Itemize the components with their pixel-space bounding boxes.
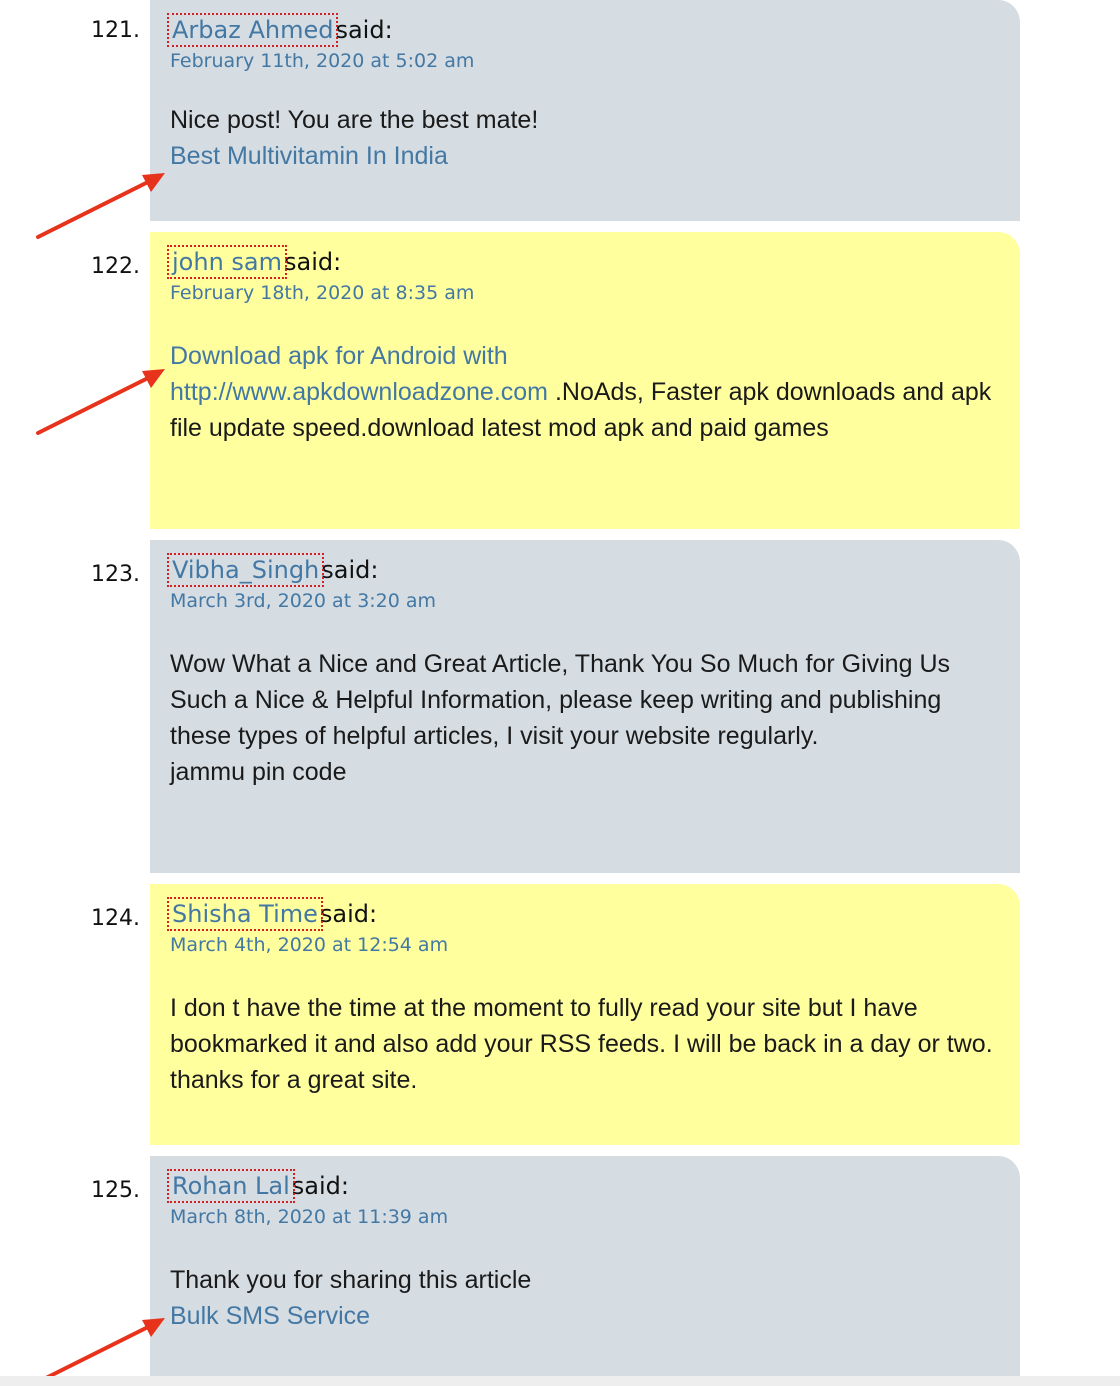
comment-date-link[interactable]: March 3rd, 2020 at 3:20 am <box>170 590 437 612</box>
comment-header <box>170 246 341 278</box>
comment-text: Thank you for sharing this article <box>170 1266 532 1294</box>
comment-date-link[interactable]: February 11th, 2020 at 5:02 am <box>170 50 475 72</box>
comment-link[interactable]: Bulk SMS Service <box>170 1302 371 1330</box>
comment-header <box>170 554 378 586</box>
comment-author-link[interactable]: Shisha Time <box>172 900 318 928</box>
comment-body <box>170 102 1002 174</box>
comment-text: Wow What a Nice and Great Article, Thank You So Much for Giving Us Such a Nice & Helpful Information, please keep writing and publishing these types of helpful articles, I visit your website regularly. <box>170 650 950 750</box>
comment-text: I don t have the time at the moment to fully read your site but I have bookmarked it and also add your RSS feeds. I will be back in a day or two. thanks for a great site. <box>170 994 993 1094</box>
annotation-arrow-icon <box>30 361 175 436</box>
comment-text: .NoAds, Faster apk downloads and apk file update speed.download latest mod apk and paid games <box>170 378 992 442</box>
comment-122 <box>150 232 1020 529</box>
said-label: said: <box>291 1172 349 1200</box>
annotation-arrow-icon <box>30 165 175 240</box>
comment-number: 121. <box>91 18 140 43</box>
comment-date-link[interactable]: March 4th, 2020 at 12:54 am <box>170 934 449 956</box>
comment-number: 124. <box>91 906 140 931</box>
comment-author-link[interactable]: Arbaz Ahmed <box>172 16 334 44</box>
comment-number: 123. <box>91 562 140 587</box>
comment-author-link[interactable]: Rohan Lal <box>172 1172 290 1200</box>
comment-body <box>170 646 1002 790</box>
comment-url-link[interactable]: http://www.apkdownloadzone.com <box>170 378 548 406</box>
comment-author-link[interactable]: john sam <box>172 248 282 276</box>
comment-date-link[interactable]: February 18th, 2020 at 8:35 am <box>170 282 475 304</box>
comment-body <box>170 338 1002 446</box>
comment-header <box>170 14 393 46</box>
comment-body <box>170 990 1002 1098</box>
comment-author-link[interactable]: Vibha_Singh <box>172 556 320 584</box>
comment-date-link[interactable]: March 8th, 2020 at 11:39 am <box>170 1206 449 1228</box>
comment-125 <box>150 1156 1020 1386</box>
comment-link[interactable]: Best Multivitamin In India <box>170 142 448 170</box>
comment-number: 125. <box>91 1178 140 1203</box>
comment-header <box>170 1170 349 1202</box>
said-label: said: <box>321 556 379 584</box>
said-label: said: <box>319 900 378 928</box>
comment-121 <box>150 0 1020 221</box>
comment-text-2: jammu pin code <box>170 758 347 786</box>
comment-number: 122. <box>91 254 140 279</box>
said-label: said: <box>284 248 342 276</box>
comment-123 <box>150 540 1020 873</box>
comment-link-text[interactable]: Download apk for Android with <box>170 342 508 370</box>
annotation-arrow-icon <box>30 1310 175 1385</box>
bottom-edge <box>0 1376 1120 1386</box>
comment-text: Nice post! You are the best mate! <box>170 106 539 134</box>
said-label: said: <box>335 16 393 44</box>
comment-body <box>170 1262 1002 1334</box>
comment-124 <box>150 884 1020 1145</box>
comment-header <box>170 898 377 930</box>
